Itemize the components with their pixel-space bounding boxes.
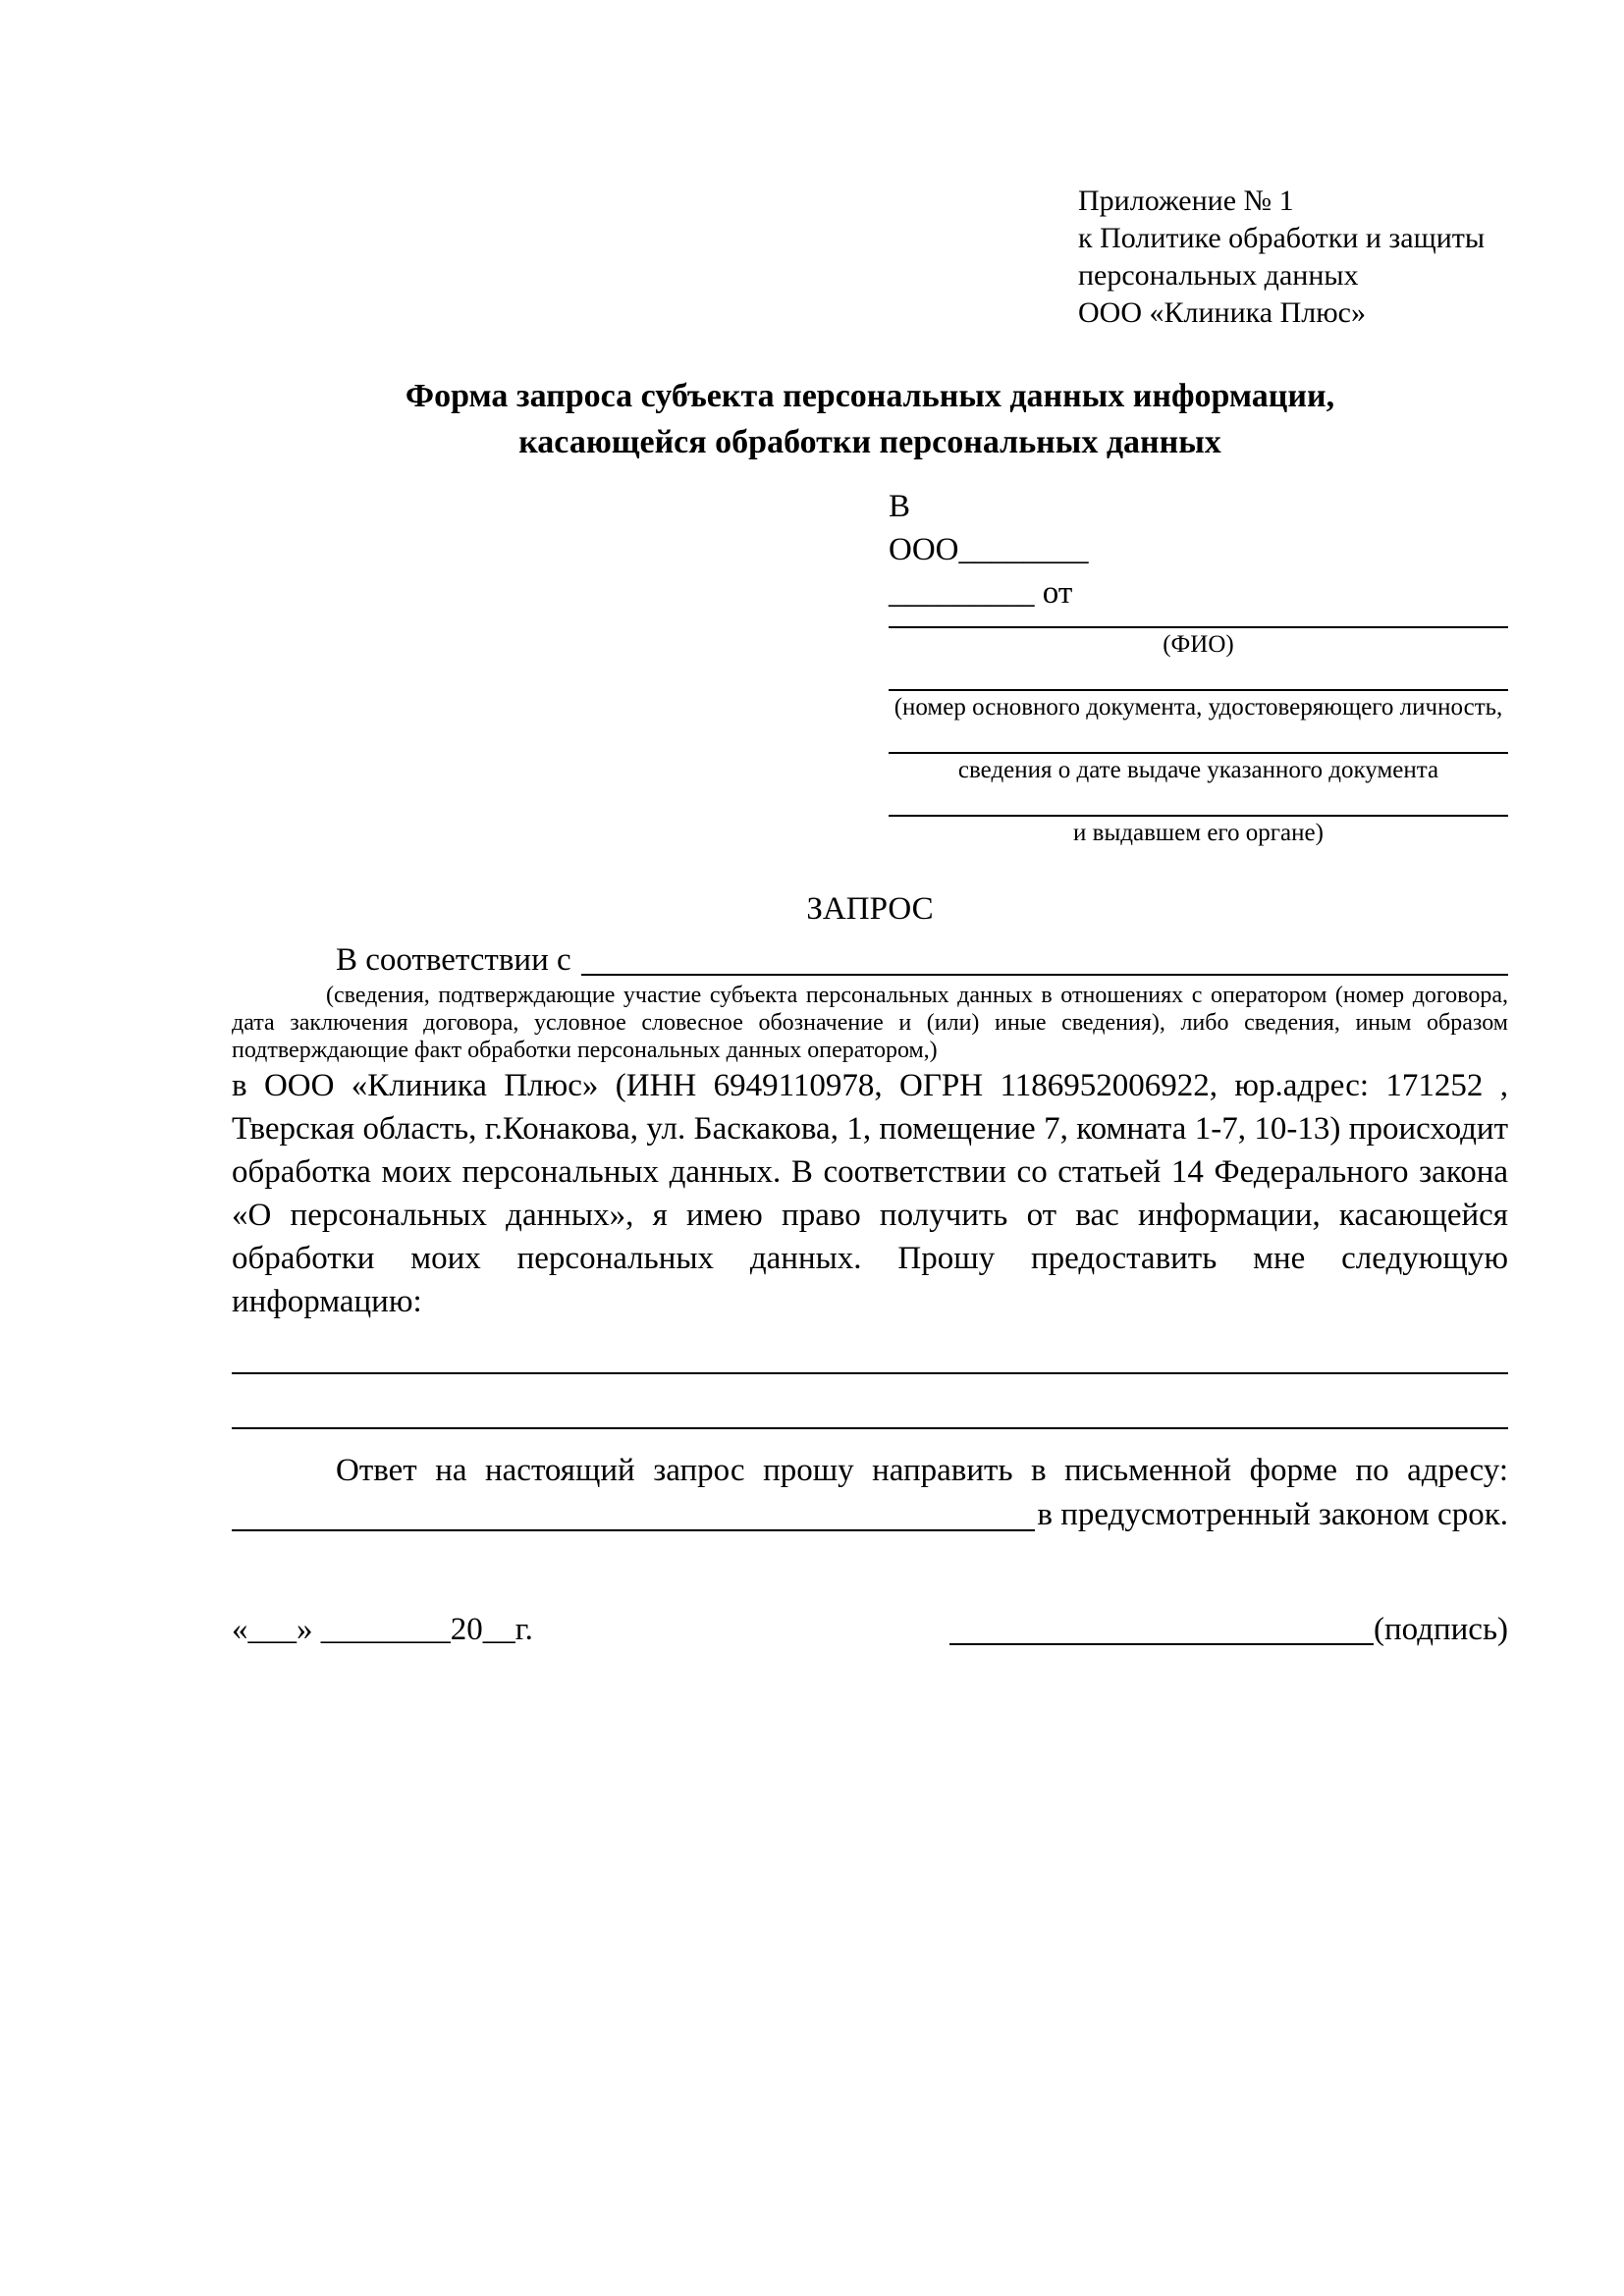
applicant-from-field: _________ от — [889, 575, 1073, 611]
basis-field-row — [232, 938, 1508, 982]
signature-field-group — [949, 1608, 1508, 1651]
signature-caption: (подпись) — [1374, 1612, 1508, 1647]
basis-prefix: В соответствии с — [336, 942, 571, 978]
document-title-line: касающейся обработки персональных данных — [518, 424, 1221, 460]
issue-date-field-group — [889, 752, 1508, 785]
document-title-line: Форма запроса субъекта персональных данных информации, — [405, 378, 1335, 414]
issuing-authority-caption: и выдавшем его органе) — [1073, 820, 1324, 846]
date-field: «___» ________20__г. — [232, 1612, 533, 1647]
fio-caption: (ФИО) — [1163, 631, 1234, 658]
document-number-caption: (номер основного документа, удостоверяющего личность, — [893, 694, 1503, 721]
fio-field-group — [889, 626, 1508, 660]
issue-date-caption: сведения о дате выдаче указанного документа — [957, 757, 1439, 783]
reply-address-row — [232, 1493, 1508, 1537]
appendix-line: к Политике обработки и защиты — [1078, 222, 1486, 254]
appendix-note — [1078, 183, 1508, 332]
issuing-authority-field-group — [889, 815, 1508, 848]
appendix-line: ООО «Клиника Плюс» — [1078, 296, 1366, 329]
document-number-field-group — [889, 689, 1508, 722]
address-blank-line — [232, 1529, 1035, 1531]
basis-blank-line — [581, 974, 1508, 976]
footer-row — [232, 1608, 1508, 1651]
addressee-to-label: В — [889, 489, 911, 524]
company-name-field: ООО________ — [889, 532, 1089, 567]
document-title — [232, 373, 1508, 465]
document-content — [232, 183, 1508, 1651]
addressee-block — [889, 485, 1508, 848]
request-heading: ЗАПРОС — [806, 891, 934, 927]
reply-paragraph: Ответ на настоящий запрос прошу направить в письменной форме по адресу: — [336, 1453, 1508, 1488]
basis-fine-print: (сведения, подтверждающие участие субъекта персональных данных в отношениях с оператором (номер договора, дата заключения договора, условное словесное обозначение и (или) иные сведения), либо сведения, иным образом подтверждающие факт обработки персональных данных оператором,) — [232, 983, 1508, 1063]
appendix-line: персональных данных — [1078, 259, 1359, 292]
request-body-paragraph: в ООО «Клиника Плюс» (ИНН 6949110978, ОГРН 1186952006922, юр.адрес: 171252 , Тверская область, г.Конакова, ул. Баскакова, 1, помещение 7, комната 1-7, 10-13) происходит обработка моих персональных данных. В соответствии со статьей 14 Федерального закона «О персональных данных», я имею право получить от вас информации, касающейся обработки моих персональных данных. Прошу предоставить мне следующую информацию: — [232, 1068, 1508, 1319]
signature-blank-line — [949, 1643, 1374, 1645]
info-blank-line — [232, 1427, 1508, 1429]
appendix-line: Приложение № 1 — [1078, 185, 1294, 217]
info-blank-line — [232, 1372, 1508, 1374]
reply-suffix: в предусмотренный законом срок. — [1037, 1497, 1508, 1532]
